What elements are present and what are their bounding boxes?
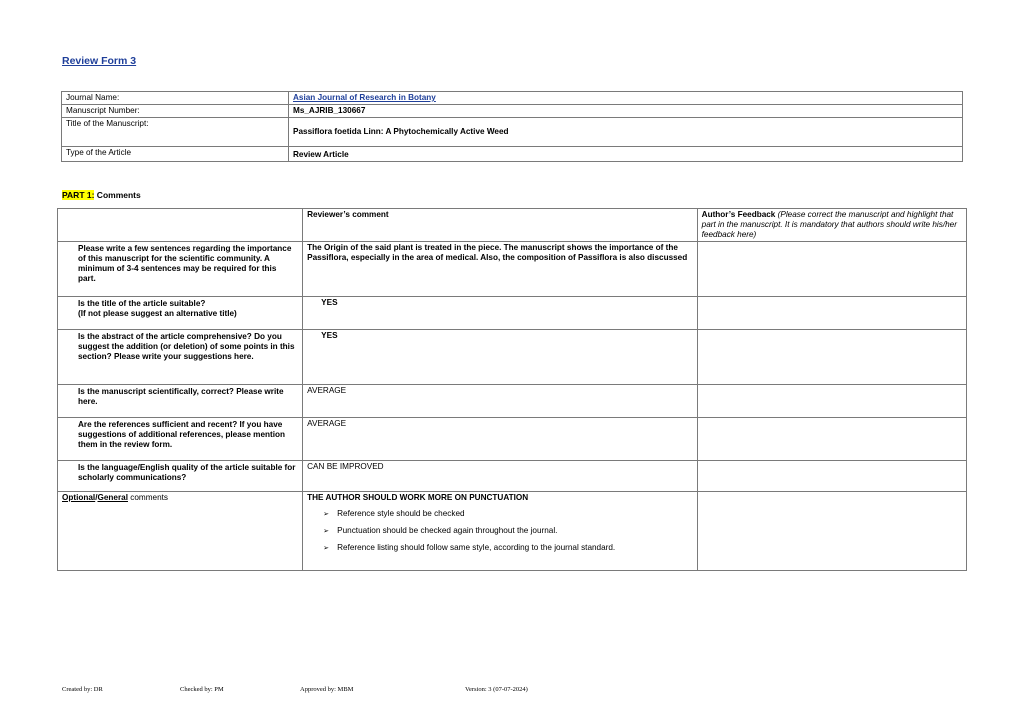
question-cell: Is the manuscript scientifically, correct? Please write here. bbox=[58, 385, 303, 418]
author-feedback-header bbox=[697, 209, 966, 242]
reviewer-answer: CAN BE IMPROVED bbox=[303, 461, 698, 492]
manuscript-title-label: Title of the Manuscript: bbox=[62, 118, 289, 147]
question-row bbox=[58, 330, 967, 385]
reviewer-answer: AVERAGE bbox=[303, 385, 698, 418]
author-feedback-cell[interactable] bbox=[697, 242, 966, 297]
general-comments-content bbox=[303, 492, 698, 571]
author-feedback-cell[interactable] bbox=[697, 385, 966, 418]
reviewer-comment-header: Reviewer’s comment bbox=[303, 209, 698, 242]
list-item-text: Punctuation should be checked again throughout the journal. bbox=[337, 526, 558, 535]
arrow-bullet-icon: ➢ bbox=[323, 510, 330, 518]
general-comments-heading: THE AUTHOR SHOULD WORK MORE ON PUNCTUATION bbox=[307, 493, 529, 502]
question-cell: Is the title of the article suitable? (If not please suggest an alternative title) bbox=[58, 297, 303, 330]
reviewer-answer: YES bbox=[321, 298, 338, 307]
question-row bbox=[58, 242, 967, 297]
part1-label: Comments bbox=[94, 190, 141, 200]
question-row bbox=[58, 418, 967, 461]
author-feedback-cell[interactable] bbox=[697, 418, 966, 461]
comments-word: comments bbox=[127, 493, 169, 502]
empty-header-cell bbox=[58, 209, 303, 242]
article-type-label: Type of the Article bbox=[62, 147, 289, 162]
reviewer-answer: AVERAGE bbox=[303, 418, 698, 461]
footer-checked-by: Checked by: PM bbox=[180, 686, 224, 693]
article-type-value: Review Article bbox=[289, 147, 963, 162]
journal-label: Journal Name: bbox=[62, 92, 289, 105]
general-word: General bbox=[97, 493, 128, 502]
general-comments-row bbox=[58, 492, 967, 571]
manuscript-info-table bbox=[61, 91, 963, 162]
list-item bbox=[323, 526, 693, 536]
part1-prefix: PART 1: bbox=[62, 190, 95, 200]
manuscript-number-label: Manuscript Number: bbox=[62, 105, 289, 118]
list-item-text: Reference listing should follow same style, according to the journal standard. bbox=[337, 543, 616, 552]
journal-value-cell bbox=[289, 92, 963, 105]
question-cell: Is the abstract of the article comprehensive? Do you suggest the addition (or deletion) of some points in this section? Please write your suggestions here. bbox=[58, 330, 303, 385]
form-title: Review Form 3 bbox=[62, 55, 137, 67]
general-comments-list bbox=[307, 509, 693, 553]
footer-approved-by: Approved by: MBM bbox=[300, 686, 354, 693]
author-feedback-cell[interactable] bbox=[697, 297, 966, 330]
manuscript-title-row bbox=[62, 118, 963, 147]
list-item-text: Reference style should be checked bbox=[337, 509, 465, 518]
comments-table bbox=[57, 208, 967, 571]
general-comments-label bbox=[58, 492, 303, 571]
reviewer-answer: The Origin of the said plant is treated in the piece. The manuscript shows the importance of the Passiflora, especially in the area of medical. Also, the composition of Passiflora is also discussed bbox=[303, 242, 698, 297]
arrow-bullet-icon: ➢ bbox=[323, 544, 330, 552]
manuscript-number-row bbox=[62, 105, 963, 118]
question-row bbox=[58, 461, 967, 492]
arrow-bullet-icon: ➢ bbox=[323, 527, 330, 535]
optional-word: Optional bbox=[62, 493, 96, 502]
manuscript-number-value: Ms_AJRIB_130667 bbox=[289, 105, 963, 118]
journal-link[interactable]: Asian Journal of Research in Botany bbox=[293, 93, 436, 102]
part1-heading bbox=[62, 190, 141, 200]
reviewer-answer-cell bbox=[303, 330, 698, 385]
author-feedback-cell[interactable] bbox=[697, 461, 966, 492]
author-feedback-title: Author’s Feedback bbox=[701, 210, 776, 219]
question-cell: Is the language/English quality of the article suitable for scholarly communications? bbox=[58, 461, 303, 492]
manuscript-title-value: Passiflora foetida Linn: A Phytochemically Active Weed bbox=[289, 118, 963, 147]
question-cell: Are the references sufficient and recent? If you have suggestions of additional references, please mention them in the review form. bbox=[58, 418, 303, 461]
reviewer-answer-cell bbox=[303, 297, 698, 330]
author-feedback-note: (Please correct the manuscript and highlight that part in the manuscript. It is mandatory that authors should write his/her feedback here) bbox=[701, 210, 957, 239]
footer-created-by: Created by: DR bbox=[62, 686, 103, 693]
slash: / bbox=[95, 493, 98, 502]
journal-row bbox=[62, 92, 963, 105]
reviewer-answer: YES bbox=[321, 331, 338, 340]
list-item bbox=[323, 543, 693, 553]
footer-version: Version: 3 (07-07-2024) bbox=[465, 686, 528, 693]
author-feedback-cell[interactable] bbox=[697, 330, 966, 385]
comments-header-row bbox=[58, 209, 967, 242]
question-row bbox=[58, 385, 967, 418]
list-item bbox=[323, 509, 693, 519]
article-type-row bbox=[62, 147, 963, 162]
question-cell: Please write a few sentences regarding the importance of this manuscript for the scientific community. A minimum of 3-4 sentences may be required for this part. bbox=[58, 242, 303, 297]
author-feedback-cell[interactable] bbox=[697, 492, 966, 571]
question-row bbox=[58, 297, 967, 330]
